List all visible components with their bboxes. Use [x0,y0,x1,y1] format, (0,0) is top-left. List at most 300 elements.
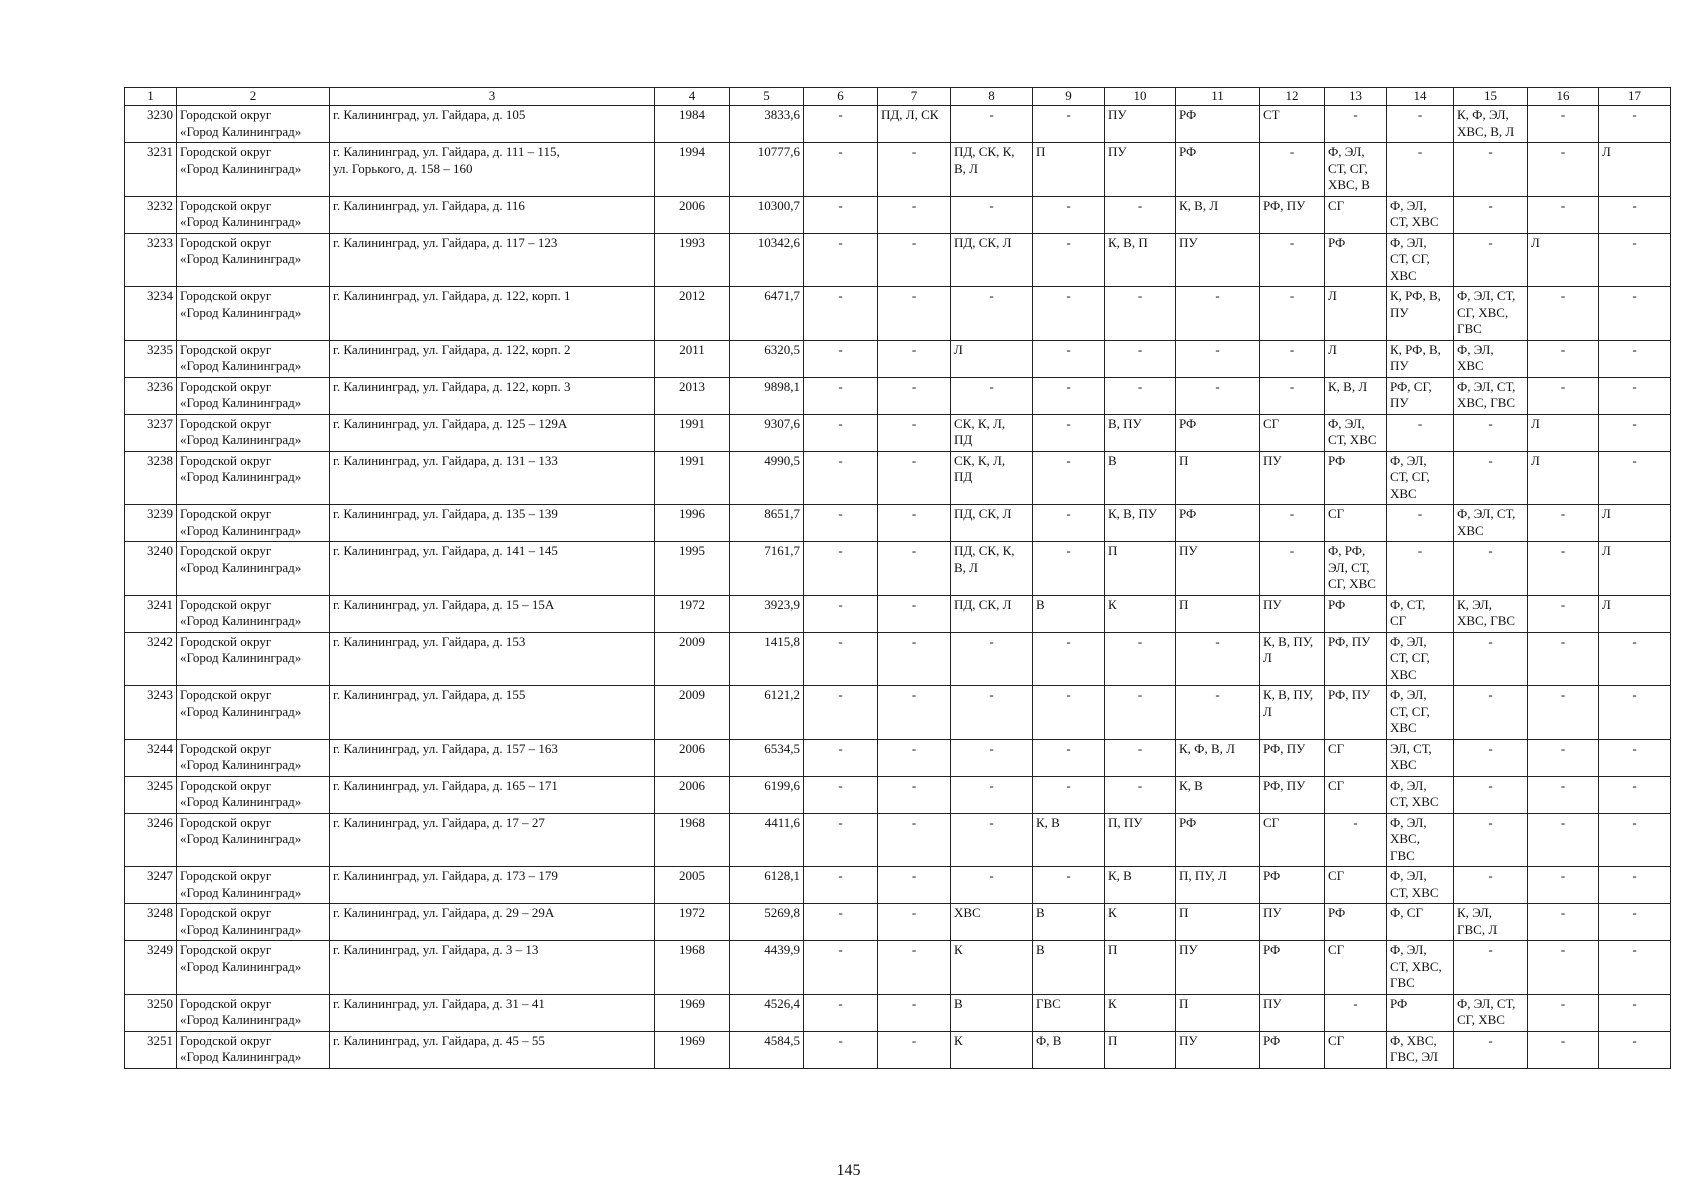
table-row [125,776,1671,813]
column-header-14: 14 [1387,88,1454,106]
cell-address: г. Калининград, ул. Гайдара, д. 111 – 115, ул. Горького, д. 158 – 160 [330,143,655,197]
column-header-1: 1 [125,88,177,106]
cell-year-built: 2009 [655,686,730,740]
cell-col-6: - [804,233,878,287]
cell-col-16: - [1528,106,1599,143]
cell-col-10: В [1105,451,1176,505]
cell-area: 3923,9 [730,595,804,632]
cell-address: г. Калининград, ул. Гайдара, д. 125 – 129А [330,414,655,451]
cell-col-8: - [951,813,1033,867]
cell-col-7: - [878,542,951,596]
cell-col-17: - [1599,686,1671,740]
cell-col-11: ПУ [1176,941,1260,995]
cell-col-10: К [1105,994,1176,1031]
cell-col-10: П [1105,1031,1176,1068]
cell-address: г. Калининград, ул. Гайдара, д. 141 – 145 [330,542,655,596]
cell-col-8: - [951,776,1033,813]
cell-col-16: - [1528,340,1599,377]
cell-col-8: - [951,106,1033,143]
cell-row-number: 3244 [125,739,177,776]
cell-col-9: В [1033,904,1105,941]
cell-col-8: Л [951,340,1033,377]
cell-col-10: К, В, ПУ [1105,505,1176,542]
cell-col-11: П [1176,904,1260,941]
cell-col-12: - [1260,377,1325,414]
cell-col-16: - [1528,632,1599,686]
cell-col-10: К, В [1105,867,1176,904]
cell-municipality: Городской округ «Город Калининград» [177,739,330,776]
cell-col-9: - [1033,340,1105,377]
cell-row-number: 3247 [125,867,177,904]
cell-col-14: Ф, ЭЛ, СТ, ХВС [1387,776,1454,813]
cell-col-11: РФ [1176,813,1260,867]
table-row [125,451,1671,505]
cell-row-number: 3249 [125,941,177,995]
cell-col-8: ПД, СК, Л [951,505,1033,542]
cell-col-8: - [951,867,1033,904]
cell-row-number: 3251 [125,1031,177,1068]
cell-area: 9898,1 [730,377,804,414]
cell-col-11: К, В, Л [1176,196,1260,233]
cell-area: 6534,5 [730,739,804,776]
cell-col-7: - [878,451,951,505]
cell-col-10: К [1105,904,1176,941]
cell-col-10: - [1105,686,1176,740]
table-row [125,196,1671,233]
cell-col-10: - [1105,632,1176,686]
cell-col-15: - [1454,542,1528,596]
cell-col-15: Ф, ЭЛ, СТ, СГ, ХВС [1454,994,1528,1031]
cell-col-8: К [951,941,1033,995]
cell-col-15: - [1454,813,1528,867]
cell-col-15: К, ЭЛ, ГВС, Л [1454,904,1528,941]
cell-col-11: - [1176,686,1260,740]
cell-year-built: 1969 [655,994,730,1031]
cell-year-built: 1969 [655,1031,730,1068]
cell-col-7: - [878,632,951,686]
cell-col-17: Л [1599,143,1671,197]
cell-col-13: Л [1325,287,1387,341]
cell-col-8: ПД, СК, К, В, Л [951,542,1033,596]
cell-col-17: Л [1599,505,1671,542]
cell-col-6: - [804,143,878,197]
cell-col-11: ПУ [1176,233,1260,287]
cell-row-number: 3238 [125,451,177,505]
table-row [125,542,1671,596]
column-header-10: 10 [1105,88,1176,106]
cell-municipality: Городской округ «Город Калининград» [177,414,330,451]
cell-year-built: 2011 [655,340,730,377]
cell-municipality: Городской округ «Город Калининград» [177,542,330,596]
cell-col-13: - [1325,106,1387,143]
cell-col-17: - [1599,377,1671,414]
cell-municipality: Городской округ «Город Калининград» [177,632,330,686]
cell-col-14: Ф, СГ [1387,904,1454,941]
cell-municipality: Городской округ «Город Калининград» [177,595,330,632]
cell-address: г. Калининград, ул. Гайдара, д. 157 – 163 [330,739,655,776]
cell-address: г. Калининград, ул. Гайдара, д. 173 – 179 [330,867,655,904]
cell-col-9: - [1033,377,1105,414]
cell-area: 6128,1 [730,867,804,904]
cell-col-8: - [951,377,1033,414]
cell-col-8: ПД, СК, Л [951,595,1033,632]
cell-col-17: - [1599,941,1671,995]
cell-col-15: - [1454,776,1528,813]
cell-row-number: 3242 [125,632,177,686]
cell-col-14: - [1387,542,1454,596]
cell-col-10: К [1105,595,1176,632]
cell-col-8: - [951,632,1033,686]
cell-col-9: В [1033,595,1105,632]
cell-col-17: - [1599,739,1671,776]
cell-col-10: К, В, П [1105,233,1176,287]
cell-col-14: - [1387,106,1454,143]
cell-col-14: Ф, ЭЛ, СТ, ХВС, ГВС [1387,941,1454,995]
cell-col-12: ПУ [1260,994,1325,1031]
table-row [125,813,1671,867]
page-number: 145 [836,1162,861,1179]
cell-col-8: СК, К, Л, ПД [951,414,1033,451]
cell-col-6: - [804,686,878,740]
cell-row-number: 3234 [125,287,177,341]
cell-col-11: ПУ [1176,542,1260,596]
table-row [125,340,1671,377]
cell-row-number: 3241 [125,595,177,632]
cell-col-11: - [1176,340,1260,377]
cell-area: 9307,6 [730,414,804,451]
table-row [125,287,1671,341]
cell-col-12: К, В, ПУ, Л [1260,686,1325,740]
cell-col-7: - [878,994,951,1031]
cell-col-7: - [878,196,951,233]
cell-municipality: Городской округ «Город Калининград» [177,451,330,505]
cell-col-11: П [1176,994,1260,1031]
register-table [124,87,1671,1069]
cell-col-6: - [804,994,878,1031]
cell-address: г. Калининград, ул. Гайдара, д. 116 [330,196,655,233]
column-header-4: 4 [655,88,730,106]
cell-col-13: - [1325,813,1387,867]
cell-municipality: Городской округ «Город Калининград» [177,867,330,904]
cell-col-7: - [878,904,951,941]
cell-col-7: - [878,1031,951,1068]
cell-col-13: РФ [1325,904,1387,941]
cell-col-12: К, В, ПУ, Л [1260,632,1325,686]
cell-col-9: - [1033,287,1105,341]
cell-year-built: 1991 [655,414,730,451]
cell-col-13: - [1325,994,1387,1031]
cell-col-12: РФ, ПУ [1260,196,1325,233]
cell-col-10: - [1105,377,1176,414]
cell-col-8: В [951,994,1033,1031]
cell-col-11: РФ [1176,106,1260,143]
cell-col-12: РФ [1260,941,1325,995]
cell-year-built: 2009 [655,632,730,686]
cell-area: 10777,6 [730,143,804,197]
cell-col-12: СГ [1260,414,1325,451]
cell-col-17: - [1599,340,1671,377]
cell-col-14: РФ [1387,994,1454,1031]
cell-col-11: П, ПУ, Л [1176,867,1260,904]
cell-area: 6121,2 [730,686,804,740]
cell-col-14: Ф, ЭЛ, СТ, ХВС [1387,867,1454,904]
cell-col-14: Ф, ЭЛ, СТ, СГ, ХВС [1387,686,1454,740]
cell-year-built: 1995 [655,542,730,596]
cell-row-number: 3250 [125,994,177,1031]
cell-address: г. Калининград, ул. Гайдара, д. 165 – 171 [330,776,655,813]
cell-col-14: К, РФ, В, ПУ [1387,340,1454,377]
cell-year-built: 1996 [655,505,730,542]
table-row [125,632,1671,686]
cell-col-13: РФ, ПУ [1325,632,1387,686]
cell-col-16: - [1528,542,1599,596]
cell-col-9: В [1033,941,1105,995]
cell-col-13: СГ [1325,776,1387,813]
column-header-11: 11 [1176,88,1260,106]
cell-col-6: - [804,1031,878,1068]
cell-col-6: - [804,941,878,995]
cell-col-9: - [1033,867,1105,904]
cell-municipality: Городской округ «Город Калининград» [177,196,330,233]
cell-col-7: - [878,143,951,197]
cell-col-16: Л [1528,451,1599,505]
cell-col-9: - [1033,686,1105,740]
cell-address: г. Калининград, ул. Гайдара, д. 122, корп. 2 [330,340,655,377]
cell-col-8: ПД, СК, К, В, Л [951,143,1033,197]
cell-row-number: 3231 [125,143,177,197]
cell-col-9: - [1033,451,1105,505]
cell-col-16: - [1528,196,1599,233]
cell-row-number: 3246 [125,813,177,867]
cell-col-7: - [878,813,951,867]
cell-area: 6471,7 [730,287,804,341]
cell-col-6: - [804,813,878,867]
column-header-7: 7 [878,88,951,106]
cell-col-14: Ф, ЭЛ, СТ, СГ, ХВС [1387,451,1454,505]
cell-area: 4439,9 [730,941,804,995]
cell-col-9: ГВС [1033,994,1105,1031]
column-number-header-row [125,88,1671,106]
cell-col-14: Ф, ЭЛ, СТ, ХВС [1387,196,1454,233]
table-row [125,377,1671,414]
cell-col-9: - [1033,542,1105,596]
cell-col-12: - [1260,287,1325,341]
cell-col-12: - [1260,340,1325,377]
cell-address: г. Калининград, ул. Гайдара, д. 29 – 29А [330,904,655,941]
cell-municipality: Городской округ «Город Калининград» [177,904,330,941]
cell-col-10: - [1105,340,1176,377]
cell-col-10: ПУ [1105,143,1176,197]
cell-col-6: - [804,739,878,776]
column-header-17: 17 [1599,88,1671,106]
cell-col-6: - [804,595,878,632]
cell-col-17: - [1599,233,1671,287]
cell-col-17: Л [1599,595,1671,632]
cell-col-6: - [804,542,878,596]
cell-address: г. Калининград, ул. Гайдара, д. 131 – 133 [330,451,655,505]
cell-col-13: РФ [1325,451,1387,505]
cell-col-14: К, РФ, В, ПУ [1387,287,1454,341]
cell-col-12: ПУ [1260,451,1325,505]
table-row [125,505,1671,542]
cell-municipality: Городской округ «Город Калининград» [177,941,330,995]
cell-col-16: - [1528,994,1599,1031]
cell-col-11: - [1176,377,1260,414]
table-row [125,994,1671,1031]
cell-col-8: - [951,686,1033,740]
cell-col-13: К, В, Л [1325,377,1387,414]
cell-address: г. Калининград, ул. Гайдара, д. 31 – 41 [330,994,655,1031]
cell-col-14: Ф, ЭЛ, СТ, СГ, ХВС [1387,632,1454,686]
cell-col-16: - [1528,143,1599,197]
cell-col-9: - [1033,505,1105,542]
cell-col-10: В, ПУ [1105,414,1176,451]
cell-col-6: - [804,776,878,813]
table-row [125,904,1671,941]
cell-col-8: - [951,739,1033,776]
cell-col-6: - [804,904,878,941]
cell-area: 10300,7 [730,196,804,233]
cell-col-10: ПУ [1105,106,1176,143]
cell-col-9: Ф, В [1033,1031,1105,1068]
cell-year-built: 2005 [655,867,730,904]
cell-col-16: - [1528,739,1599,776]
cell-col-15: - [1454,233,1528,287]
table-row [125,686,1671,740]
cell-col-9: - [1033,196,1105,233]
table-row [125,739,1671,776]
cell-col-11: К, В [1176,776,1260,813]
cell-col-17: - [1599,867,1671,904]
cell-area: 4990,5 [730,451,804,505]
cell-municipality: Городской округ «Город Калининград» [177,377,330,414]
cell-col-6: - [804,632,878,686]
cell-col-16: - [1528,904,1599,941]
cell-municipality: Городской округ «Город Калининград» [177,340,330,377]
cell-col-7: - [878,776,951,813]
cell-col-16: - [1528,867,1599,904]
cell-municipality: Городской округ «Город Калининград» [177,776,330,813]
cell-area: 3833,6 [730,106,804,143]
cell-col-13: РФ [1325,595,1387,632]
cell-col-12: ПУ [1260,595,1325,632]
cell-col-17: - [1599,776,1671,813]
cell-area: 4411,6 [730,813,804,867]
column-header-5: 5 [730,88,804,106]
cell-col-7: - [878,686,951,740]
cell-col-7: - [878,867,951,904]
cell-col-13: Ф, ЭЛ, СТ, ХВС [1325,414,1387,451]
cell-col-17: Л [1599,542,1671,596]
cell-col-6: - [804,414,878,451]
cell-col-15: Ф, ЭЛ, ХВС [1454,340,1528,377]
cell-col-9: - [1033,106,1105,143]
cell-col-13: СГ [1325,505,1387,542]
cell-year-built: 2006 [655,196,730,233]
cell-col-6: - [804,196,878,233]
cell-col-9: - [1033,414,1105,451]
column-header-12: 12 [1260,88,1325,106]
cell-row-number: 3232 [125,196,177,233]
cell-row-number: 3237 [125,414,177,451]
cell-col-13: СГ [1325,1031,1387,1068]
cell-col-15: К, ЭЛ, ХВС, ГВС [1454,595,1528,632]
cell-col-9: К, В [1033,813,1105,867]
table-row [125,1031,1671,1068]
cell-municipality: Городской округ «Город Калининград» [177,994,330,1031]
cell-col-16: - [1528,287,1599,341]
cell-year-built: 1968 [655,813,730,867]
cell-area: 7161,7 [730,542,804,596]
cell-col-13: Л [1325,340,1387,377]
cell-col-13: Ф, РФ, ЭЛ, СТ, СГ, ХВС [1325,542,1387,596]
cell-year-built: 2013 [655,377,730,414]
cell-col-11: П [1176,595,1260,632]
cell-area: 1415,8 [730,632,804,686]
cell-col-14: Ф, ЭЛ, СТ, СГ, ХВС [1387,233,1454,287]
cell-col-10: П [1105,542,1176,596]
table-row [125,233,1671,287]
cell-area: 4584,5 [730,1031,804,1068]
cell-col-7: - [878,739,951,776]
cell-col-17: - [1599,632,1671,686]
cell-col-16: - [1528,1031,1599,1068]
cell-year-built: 1972 [655,595,730,632]
cell-area: 8651,7 [730,505,804,542]
cell-col-16: - [1528,941,1599,995]
cell-col-13: РФ, ПУ [1325,686,1387,740]
cell-col-16: - [1528,505,1599,542]
cell-col-10: - [1105,196,1176,233]
cell-col-16: - [1528,776,1599,813]
cell-col-15: - [1454,867,1528,904]
column-header-16: 16 [1528,88,1599,106]
cell-col-11: П [1176,451,1260,505]
cell-row-number: 3245 [125,776,177,813]
cell-col-13: РФ [1325,233,1387,287]
cell-col-14: Ф, ХВС, ГВС, ЭЛ [1387,1031,1454,1068]
cell-col-17: - [1599,287,1671,341]
cell-col-6: - [804,106,878,143]
cell-year-built: 1972 [655,904,730,941]
cell-municipality: Городской округ «Город Калининград» [177,233,330,287]
cell-col-14: РФ, СГ, ПУ [1387,377,1454,414]
cell-col-10: - [1105,739,1176,776]
cell-col-15: - [1454,941,1528,995]
cell-col-17: - [1599,196,1671,233]
cell-col-9: - [1033,776,1105,813]
cell-col-6: - [804,451,878,505]
cell-col-17: - [1599,813,1671,867]
cell-address: г. Калининград, ул. Гайдара, д. 17 – 27 [330,813,655,867]
cell-municipality: Городской округ «Город Калининград» [177,1031,330,1068]
cell-col-17: - [1599,1031,1671,1068]
table-row [125,595,1671,632]
cell-col-7: - [878,233,951,287]
cell-col-14: Ф, СТ, СГ [1387,595,1454,632]
cell-address: г. Калининград, ул. Гайдара, д. 153 [330,632,655,686]
cell-address: г. Калининград, ул. Гайдара, д. 105 [330,106,655,143]
cell-area: 10342,6 [730,233,804,287]
cell-area: 4526,4 [730,994,804,1031]
table-row [125,414,1671,451]
cell-col-14: Ф, ЭЛ, ХВС, ГВС [1387,813,1454,867]
cell-col-13: СГ [1325,196,1387,233]
cell-col-6: - [804,867,878,904]
cell-municipality: Городской округ «Город Калининград» [177,813,330,867]
cell-municipality: Городской округ «Город Калининград» [177,143,330,197]
cell-row-number: 3243 [125,686,177,740]
